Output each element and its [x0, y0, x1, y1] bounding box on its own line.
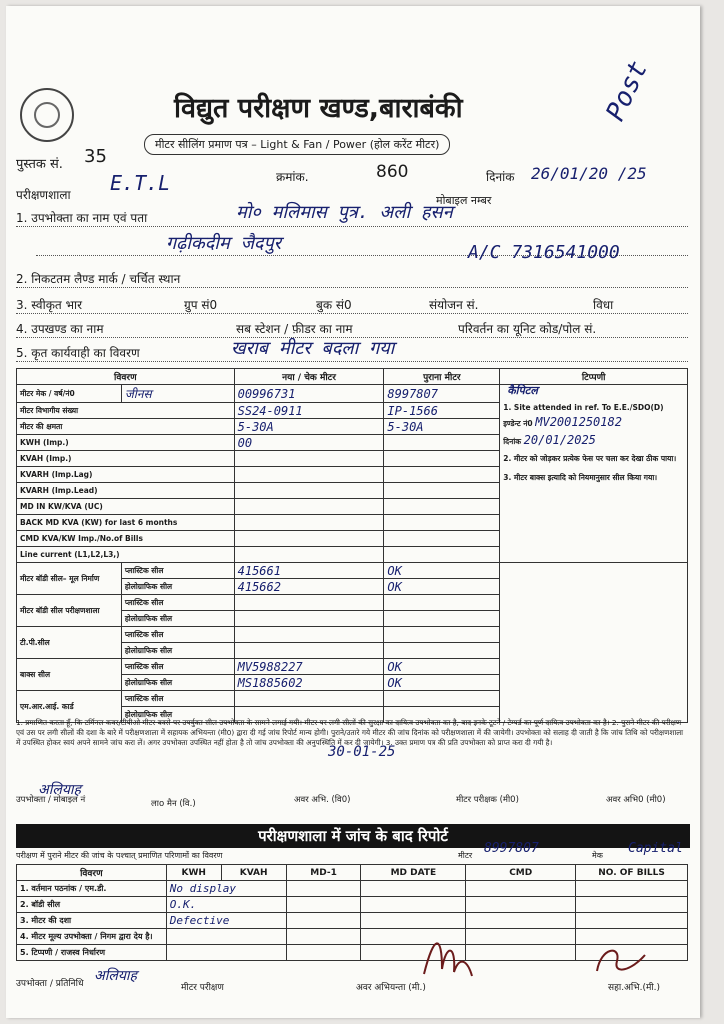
table-row: MD IN KW/KVA (UC)	[17, 499, 688, 515]
load-label: 3. स्वीकृत भार	[16, 298, 83, 312]
table-row: KVAH (Imp.)	[17, 451, 688, 467]
je-signature-mark	[416, 924, 476, 984]
vidha-label: विधा	[593, 298, 614, 312]
lab-value: E.T.L	[110, 171, 171, 195]
page-title: विद्युत परीक्षण खण्ड,बाराबंकी	[174, 93, 463, 124]
field-load	[16, 296, 688, 314]
lab-report-table	[16, 864, 688, 961]
remark-1: 1. Site attended in ref. To E.E./SDO(D)	[503, 402, 664, 412]
indent-value: MV2001250182	[535, 414, 622, 429]
col-md-date: MD DATE	[361, 865, 466, 881]
header-remarks: टिप्पणी	[500, 369, 688, 385]
serial-label: क्रमांक.	[276, 170, 309, 184]
consumer-name-label: 1. उपभोक्ता का नाम एवं पता	[16, 211, 148, 225]
account-number: A/C 7316541000	[468, 242, 620, 263]
table-row: मीटर मेक / वर्ष/नं0 जीनस 00996731 8997807 कैपिटल 1. Site attended in ref. To E.E./SDO(D) इण्डेन्ट नं0 MV2001250182 दिनांक 20/01/2025 2. मीटर को जोड़कर प्रत्येक फेस पर चला कर देखा ठीक पाया। 3. मीटर बाक्स इत्यादि को नियमानुसार सील किया गया।	[17, 385, 688, 403]
header-new-meter: नया / चेक मीटर	[234, 369, 384, 385]
remark-3: 3. मीटर बाक्स इत्यादि को नियमानुसार सील किया गया।	[503, 473, 658, 482]
col-md1: MD-1	[286, 865, 361, 881]
remark-2: 2. मीटर को जोड़कर प्रत्येक फेस पर चला कर देखा ठीक पाया।	[503, 453, 677, 463]
consumer-signature-label: उपभोक्ता / मोबाइल नं	[16, 795, 86, 805]
lab-report-banner: परीक्षणशाला में जांच के बाद रिपोर्ट	[16, 824, 690, 848]
col-cmd: CMD	[466, 865, 576, 881]
seal-row: टी.पी.सील प्लास्टिक सील	[17, 627, 688, 643]
remarks-cell	[500, 385, 688, 563]
action-value: खराब मीटर बदला गया	[231, 338, 395, 359]
seal-row: होलोग्राफिक सील MS1885602 OK	[17, 675, 688, 691]
footer-tester-label: मीटर परीक्षण	[181, 983, 224, 993]
subdivision-label: 4. उपखण्ड का नाम	[16, 322, 104, 336]
consumer-name-value: मो० मलिमास पुत्र. अली हसन	[236, 202, 453, 223]
footer-je-label: अवर अभियन्ता (मी.)	[356, 983, 426, 993]
date-label: दिनांक	[486, 170, 515, 184]
ae-signature-mark	[591, 941, 651, 981]
table-row: मीटर विभागीय संख्या SS24-0911 IP-1566	[17, 403, 688, 419]
je-meter-label: अवर अभि0 (मी0)	[606, 795, 666, 805]
footer-ae-label: सहा.अभि.(मी.)	[608, 983, 661, 993]
tester-label: मीटर परीक्षक (मी0)	[456, 795, 519, 805]
substation-label: सब स्टेशन / फ़ीडर का नाम	[236, 322, 353, 336]
table-row: BACK MD KVA (KW) for last 6 months	[17, 515, 688, 531]
indent-date-value: 20/01/2025	[523, 432, 596, 447]
date-value: 26/01/20 /25	[531, 164, 647, 183]
book-no-label: बुक सं0	[316, 298, 352, 312]
header-old-meter: पुराना मीटर	[384, 369, 500, 385]
je-label: अवर अभि. (वि0)	[294, 795, 351, 805]
book-number: 35	[84, 146, 107, 167]
certificate-page	[6, 6, 700, 1018]
meter-details-table	[16, 368, 688, 723]
consumer-address-value: गढ़ीकदीम जैदपुर	[166, 233, 282, 254]
old-meter-make: कैपिटल	[507, 384, 538, 397]
certificate-subtitle: मीटर सीलिंग प्रमाण पत्र – Light & Fan / Power (होल करेंट मीटर)	[144, 134, 450, 155]
col-details: विवरण	[17, 865, 167, 881]
seal-row: होलोग्राफिक सील	[17, 707, 688, 723]
mobile-label: मोबाइल नम्बर	[436, 194, 492, 207]
consumer-signature: अलियाह	[38, 782, 81, 798]
seal-row: एम.आर.आई. कार्ड प्लास्टिक सील	[17, 691, 688, 707]
col-kvah: KVAH	[221, 865, 286, 881]
table-row: 5. टिप्पणी / राजस्व निर्धारण	[17, 945, 688, 961]
header-details: विवरण	[17, 369, 235, 385]
department-logo-icon	[20, 88, 74, 142]
table-row: मीटर की क्षमता 5-30A 5-30A	[17, 419, 688, 435]
meter-label: मीटर	[458, 851, 473, 860]
lab-report-intro: परीक्षण में पुराने मीटर की जांच के पश्चात् प्रमाणित परिणामों का विवरण	[16, 851, 223, 860]
serial-number: 860	[376, 162, 409, 182]
field-landmark	[16, 270, 688, 288]
action-label: 5. कृत कार्यवाही का विवरण	[16, 346, 140, 360]
table-row: KVARH (Imp.Lag)	[17, 467, 688, 483]
table-row: Line current (L1,L2,L3,)	[17, 547, 688, 563]
corner-note: Post	[600, 56, 655, 126]
table-row: KWH (Imp.) 00	[17, 435, 688, 451]
col-no-of-bills: NO. OF BILLS	[576, 865, 688, 881]
meter-number: 8997807	[484, 841, 539, 856]
table-row: 3. मीटर की दशा Defective	[17, 913, 688, 929]
indent-date-label: दिनांक	[503, 436, 522, 446]
seal-row: होलोग्राफिक सील 415662 OK	[17, 579, 688, 595]
table-row: 1. वर्तमान पठनांक / एम.डी. No display	[17, 881, 688, 897]
unit-code-label: परिवर्तन का यूनिट कोड/पोल सं.	[458, 322, 597, 336]
seal-row: होलोग्राफिक सील	[17, 643, 688, 659]
lineman-label: लाo मैन (वि.)	[151, 799, 196, 809]
indent-label: इण्डेन्ट नं0	[503, 418, 533, 428]
declaration-note: 1. प्रमाणित करता हूँ, कि टर्मिनल कवर/टीपीओ मीटर बक्से पर उपर्युक्त सील उपभोक्ता के सामने लगाई गयी। मीटर पर लगी सीलों की सुरक्षा का दायित्व उपभोक्ता का है, बाद इनके टूटने / टेम्पर्ड का पूर्ण दायित्व उपभोक्ता का है। 2. पुराने मीटर की परीक्षण एवं उस पर लगी सीलों की दशा के बारे में परीक्षणशाला में सहायक अभियन्ता (मी0) द्वारा दी गई जांच रिपोर्ट मान्य होगी। पुराने/उतारे गये मीटर की जांच दिनांक को परीक्षणशाला में की जायेगी। उपभोक्ता को सलाह दी जाती है कि जांच तिथि को परीक्षणशाला में उपस्थित होकर स्वयं अपने सामने जांच करा लें। अगर उपभोक्ता उपस्थित नहीं होता है तो जांच उपभोक्ता की अनुपस्थिति में कर दी जायेगी। 3. उक्त प्रमाण पत्र की प्रति उपभोक्ता को प्राप्त करा दी गयी है।	[16, 718, 684, 747]
seal-row: मीटर बॉडी सील– मूल निर्माण प्लास्टिक सील 415661 OK	[17, 563, 688, 579]
check-date: 30-01-25	[328, 744, 396, 760]
table-row: CMD KVA/KW Imp./No.of Bills	[17, 531, 688, 547]
make-label: मेक	[592, 851, 603, 860]
footer-consumer-label: उपभोक्ता / प्रतिनिधि	[16, 979, 84, 989]
seal-row: बाक्स सील प्लास्टिक सील MV5988227 OK	[17, 659, 688, 675]
table-row: 2. बॉडी सील O.K.	[17, 897, 688, 913]
book-label: पुस्तक सं.	[16, 157, 63, 172]
connection-label: संयोजन सं.	[429, 298, 479, 312]
table-row: 4. मीटर मूल्य उपभोक्ता / निगम द्वारा देय है।	[17, 929, 688, 945]
table-row: KVARH (Imp.Lead)	[17, 483, 688, 499]
landmark-label: 2. निकटतम लैण्ड मार्क / चर्चित स्थान	[16, 272, 181, 286]
lab-label: परीक्षणशाला	[16, 188, 71, 202]
seal-row: होलोग्राफिक सील	[17, 611, 688, 627]
col-kwh: KWH	[166, 865, 221, 881]
footer-consumer-signature: अलियाह	[94, 968, 137, 984]
make-value: Capital	[628, 841, 683, 856]
group-label: ग्रुप सं0	[184, 298, 218, 312]
seal-row: मीटर बॉडी सील परीक्षणशाला प्लास्टिक सील	[17, 595, 688, 611]
